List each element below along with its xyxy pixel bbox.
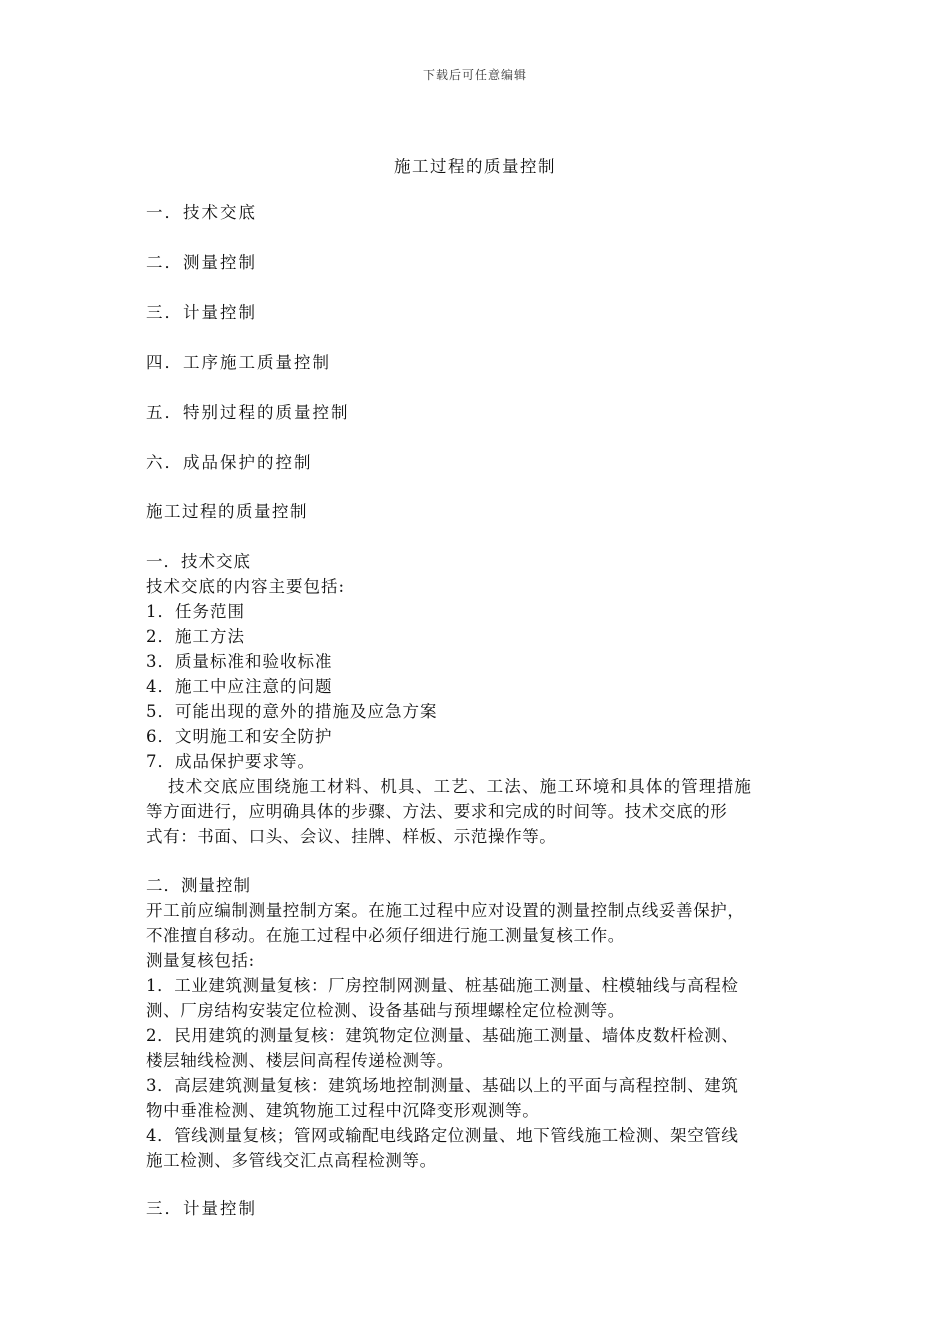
paragraph-line: 不准擅自移动。在施工过程中必须仔细进行施工测量复核工作。 <box>146 926 625 945</box>
paragraph-line: 楼层轴线检测、楼层间高程传递检测等。 <box>146 1051 454 1070</box>
section-heading-metering: 三．计量控制 <box>146 1199 257 1218</box>
page-header: 下载后可任意编辑 <box>422 68 527 82</box>
body-title: 施工过程的质量控制 <box>146 502 308 521</box>
paragraph-line: 施工检测、多管线交汇点高程检测等。 <box>146 1151 437 1170</box>
section-heading: 一．技术交底 <box>146 552 251 571</box>
toc-item: 五．特别过程的质量控制 <box>146 403 350 422</box>
paragraph-line: 式有：书面、口头、会议、挂牌、样板、示范操作等。 <box>146 827 557 846</box>
section-intro: 技术交底的内容主要包括: <box>146 577 346 596</box>
document-title: 施工过程的质量控制 <box>394 157 556 176</box>
paragraph-line: 技术交底应围绕施工材料、机具、工艺、工法、施工环境和具体的管理措施 <box>168 777 753 796</box>
list-item: 2．施工方法 <box>146 627 245 646</box>
paragraph-line: 开工前应编制测量控制方案。在施工过程中应对设置的测量控制点线妥善保护， <box>146 901 745 920</box>
list-item: 4．施工中应注意的问题 <box>146 677 333 696</box>
paragraph-line: 1．工业建筑测量复核：厂房控制网测量、桩基础施工测量、柱模轴线与高程检 <box>146 976 739 995</box>
table-of-contents <box>146 202 350 502</box>
section-technical-disclosure <box>146 549 816 849</box>
list-item: 5．可能出现的意外的措施及应急方案 <box>146 702 438 721</box>
paragraph-line: 测量复核包括: <box>146 951 255 970</box>
list-item: 7．成品保护要求等。 <box>146 752 315 771</box>
section-measurement-control <box>146 873 816 1173</box>
paragraph-line: 测、厂房结构安装定位检测、设备基础与预埋螺栓定位检测等。 <box>146 1001 625 1020</box>
paragraph-line: 2．民用建筑的测量复核：建筑物定位测量、基础施工测量、墙体皮数杆检测、 <box>146 1026 739 1045</box>
paragraph-line: 等方面进行，应明确具体的步骤、方法、要求和完成的时间等。技术交底的形 <box>146 802 728 821</box>
list-item: 3．质量标准和验收标准 <box>146 652 333 671</box>
paragraph-line: 物中垂准检测、建筑物施工过程中沉降变形观测等。 <box>146 1101 540 1120</box>
toc-item: 三．计量控制 <box>146 303 257 322</box>
paragraph-line: 3．高层建筑测量复核：建筑场地控制测量、基础以上的平面与高程控制、建筑 <box>146 1076 739 1095</box>
toc-item: 四．工序施工质量控制 <box>146 353 331 372</box>
section-heading: 二．测量控制 <box>146 876 251 895</box>
toc-item: 六．成品保护的控制 <box>146 453 313 472</box>
paragraph-line: 4．管线测量复核；管网或输配电线路定位测量、地下管线施工检测、架空管线 <box>146 1126 739 1145</box>
list-item: 1．任务范围 <box>146 602 245 621</box>
toc-item: 一．技术交底 <box>146 203 257 222</box>
toc-item: 二．测量控制 <box>146 253 257 272</box>
list-item: 6．文明施工和安全防护 <box>146 727 333 746</box>
